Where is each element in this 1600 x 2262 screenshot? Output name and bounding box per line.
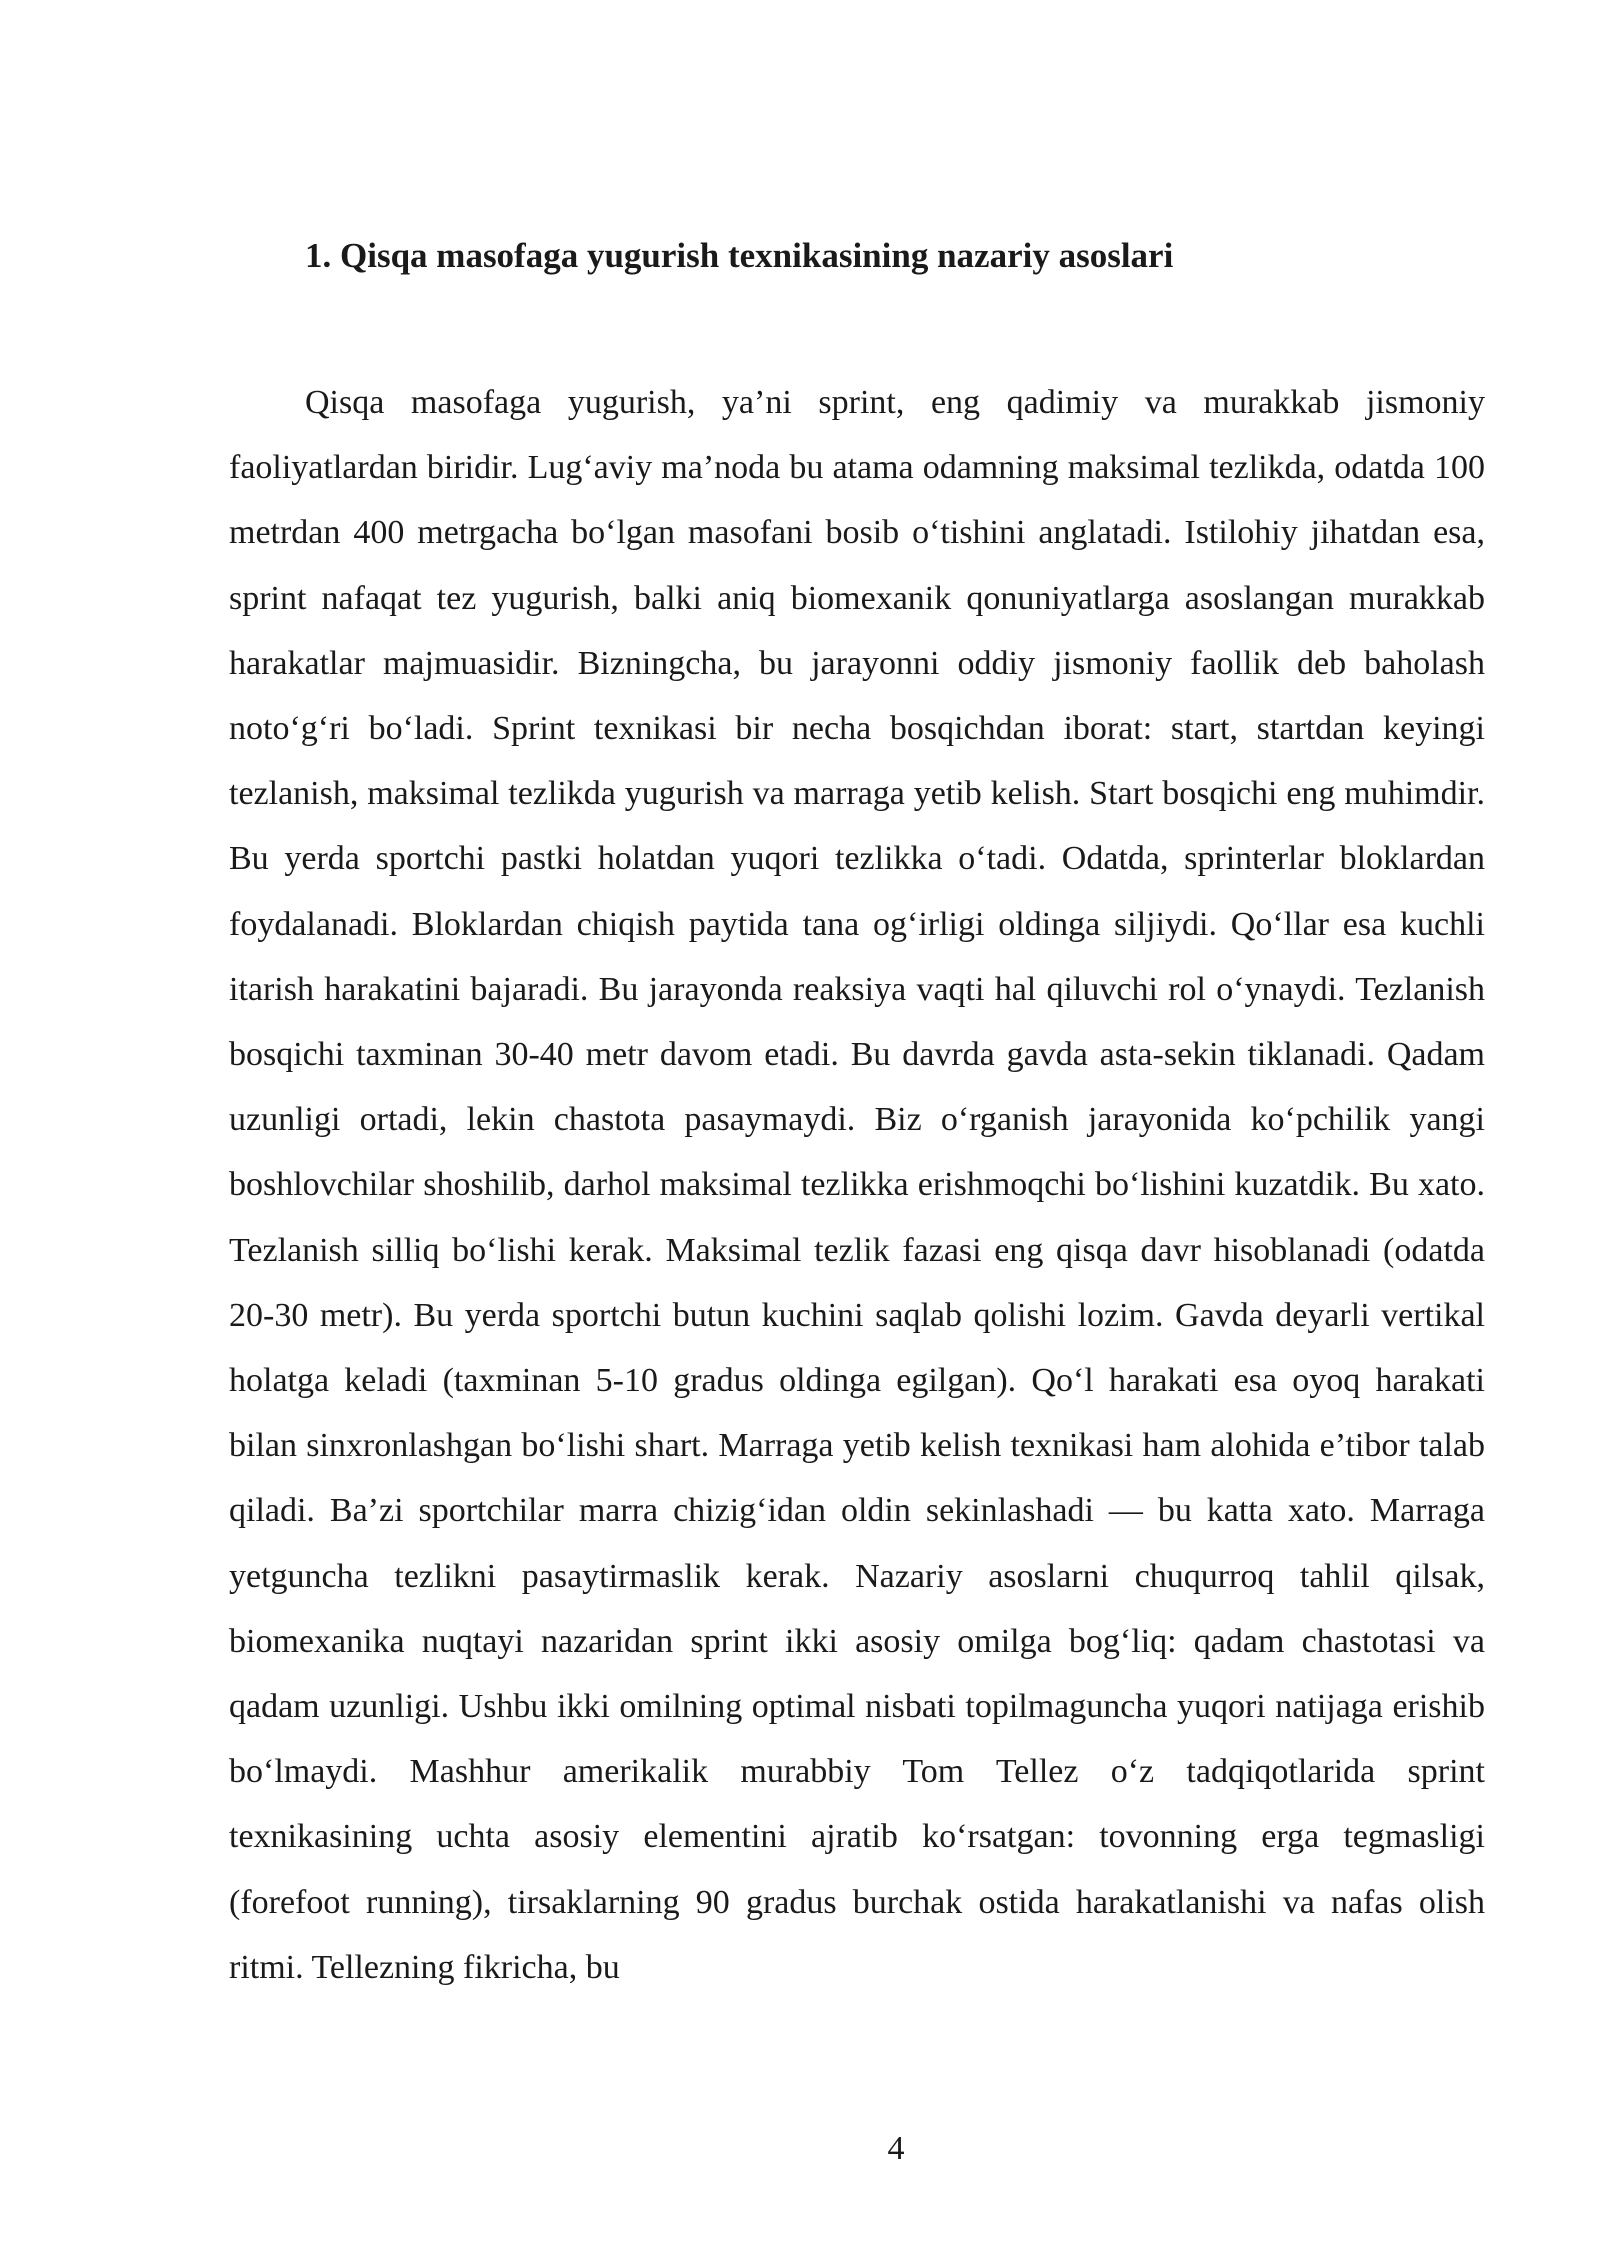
page-number: 4 [887, 2130, 905, 2167]
section-heading: 1. Qisqa masofaga yugurish texnikasining nazariy asoslari [305, 236, 1174, 275]
body-paragraph: Qisqa masofaga yugurish, ya’ni sprint, eng qadimiy va murakkab jismoniy faoliyatlardan biridir. Lug‘aviy ma’noda bu atama odamning maksimal tezlikda, odatda 100 metrdan 400 metrgacha bo‘lgan masofani bosib o‘tishini anglatadi. Istilohiy jihatdan esa, sprint nafaqat tez yugurish, balki aniq biomexanik qonuniyatlarga asoslangan murakkab harakatlar majmuasidir. Bizningcha, bu jarayonni oddiy jismoniy faollik deb baholash noto‘g‘ri bo‘ladi. Sprint texnikasi bir necha bosqichdan iborat: start, startdan keyingi tezlanish, maksimal tezlikda yugurish va marraga yetib kelish. Start bosqichi eng muhimdir. Bu yerda sportchi pastki holatdan yuqori tezlikka o‘tadi. Odatda, sprinterlar bloklardan foydalanadi. Bloklardan chiqish paytida tana og‘irligi oldinga siljiydi. Qo‘llar esa kuchli itarish harakatini bajaradi. Bu jarayonda reaksiya vaqti hal qiluvchi rol o‘ynaydi. Tezlanish bosqichi taxminan 30-40 metr davom etadi. Bu davrda gavda asta-sekin tiklanadi. Qadam uzunligi ortadi, lekin chastota pasaymaydi. Biz o‘rganish jarayonida ko‘pchilik yangi boshlovchilar shoshilib, darhol maksimal tezlikka erishmoqchi bo‘lishini kuzatdik. Bu xato. Tezlanish silliq bo‘lishi kerak. Maksimal tezlik fazasi eng qisqa davr hisoblanadi (odatda 20-30 metr). Bu yerda sportchi butun kuchini saqlab qolishi lozim. Gavda deyarli vertikal holatga keladi (taxminan 5-10 gradus oldinga egilgan). Qo‘l harakati esa oyoq harakati bilan sinxronlashgan bo‘lishi shart. Marraga yetib kelish texnikasi ham alohida e’tibor talab qiladi. Ba’zi sportchilar marra chizig‘idan oldin sekinlashadi — bu katta xato. Marraga yetguncha tezlikni pasaytirmaslik kerak. Nazariy asoslarni chuqurroq tahlil qilsak, biomexanika nuqtayi nazaridan sprint ikki asosiy omilga bog‘liq: qadam chastotasi va qadam uzunligi. Ushbu ikki omilning optimal nisbati topilmaguncha yuqori natijaga erishib bo‘lmaydi. Mashhur amerikalik murabbiy Tom Tellez o‘z tadqiqotlarida sprint texnikasining uchta asosiy elementini ajratib ko‘rsatgan: tovonning erga tegmasligi (forefoot running), tirsaklarning 90 gradus burchak ostida harakatlanishi va nafas olish ritmi. Tellezning fikricha, bu [229, 384, 1485, 1986]
